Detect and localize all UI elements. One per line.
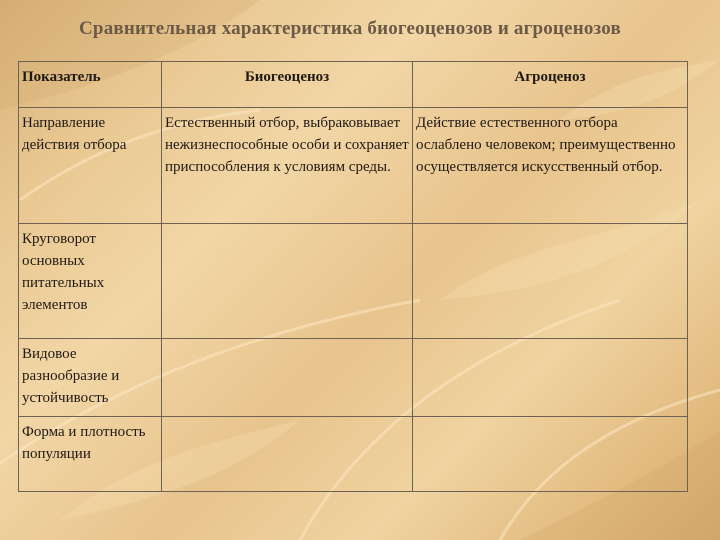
table-row (19, 417, 688, 492)
table-row (19, 339, 688, 417)
header-biogeocenosis: Биогеоценоз (162, 62, 413, 108)
row-agrocenosis-cell: Действие естественного отбора ослаблено человеком; преимущественно осуществляется искусственный отбор. (413, 108, 688, 224)
table-row (19, 224, 688, 339)
header-indicator: Показатель (19, 62, 162, 108)
row-biogeocenosis-cell (162, 417, 413, 492)
comparison-table (18, 61, 688, 492)
table-row (19, 108, 688, 224)
row-indicator-cell: Круговорот основных питательных элементов (19, 224, 162, 339)
row-biogeocenosis-cell (162, 224, 413, 339)
row-indicator-cell: Направление действия отбора (19, 108, 162, 224)
row-agrocenosis-cell (413, 224, 688, 339)
row-agrocenosis-cell (413, 417, 688, 492)
row-biogeocenosis-cell: Естественный отбор, выбраковывает нежизнеспособные особи и сохраняет приспособления к условиям среды. (162, 108, 413, 224)
slide-title: Сравнительная характеристика биогеоценозов и агроценозов (79, 18, 621, 39)
row-indicator-cell: Видовое разнообразие и устойчивость (19, 339, 162, 417)
table-header-row (19, 62, 688, 108)
header-agrocenosis: Агроценоз (413, 62, 688, 108)
row-indicator-cell: Форма и плотность популяции (19, 417, 162, 492)
row-biogeocenosis-cell (162, 339, 413, 417)
row-agrocenosis-cell (413, 339, 688, 417)
